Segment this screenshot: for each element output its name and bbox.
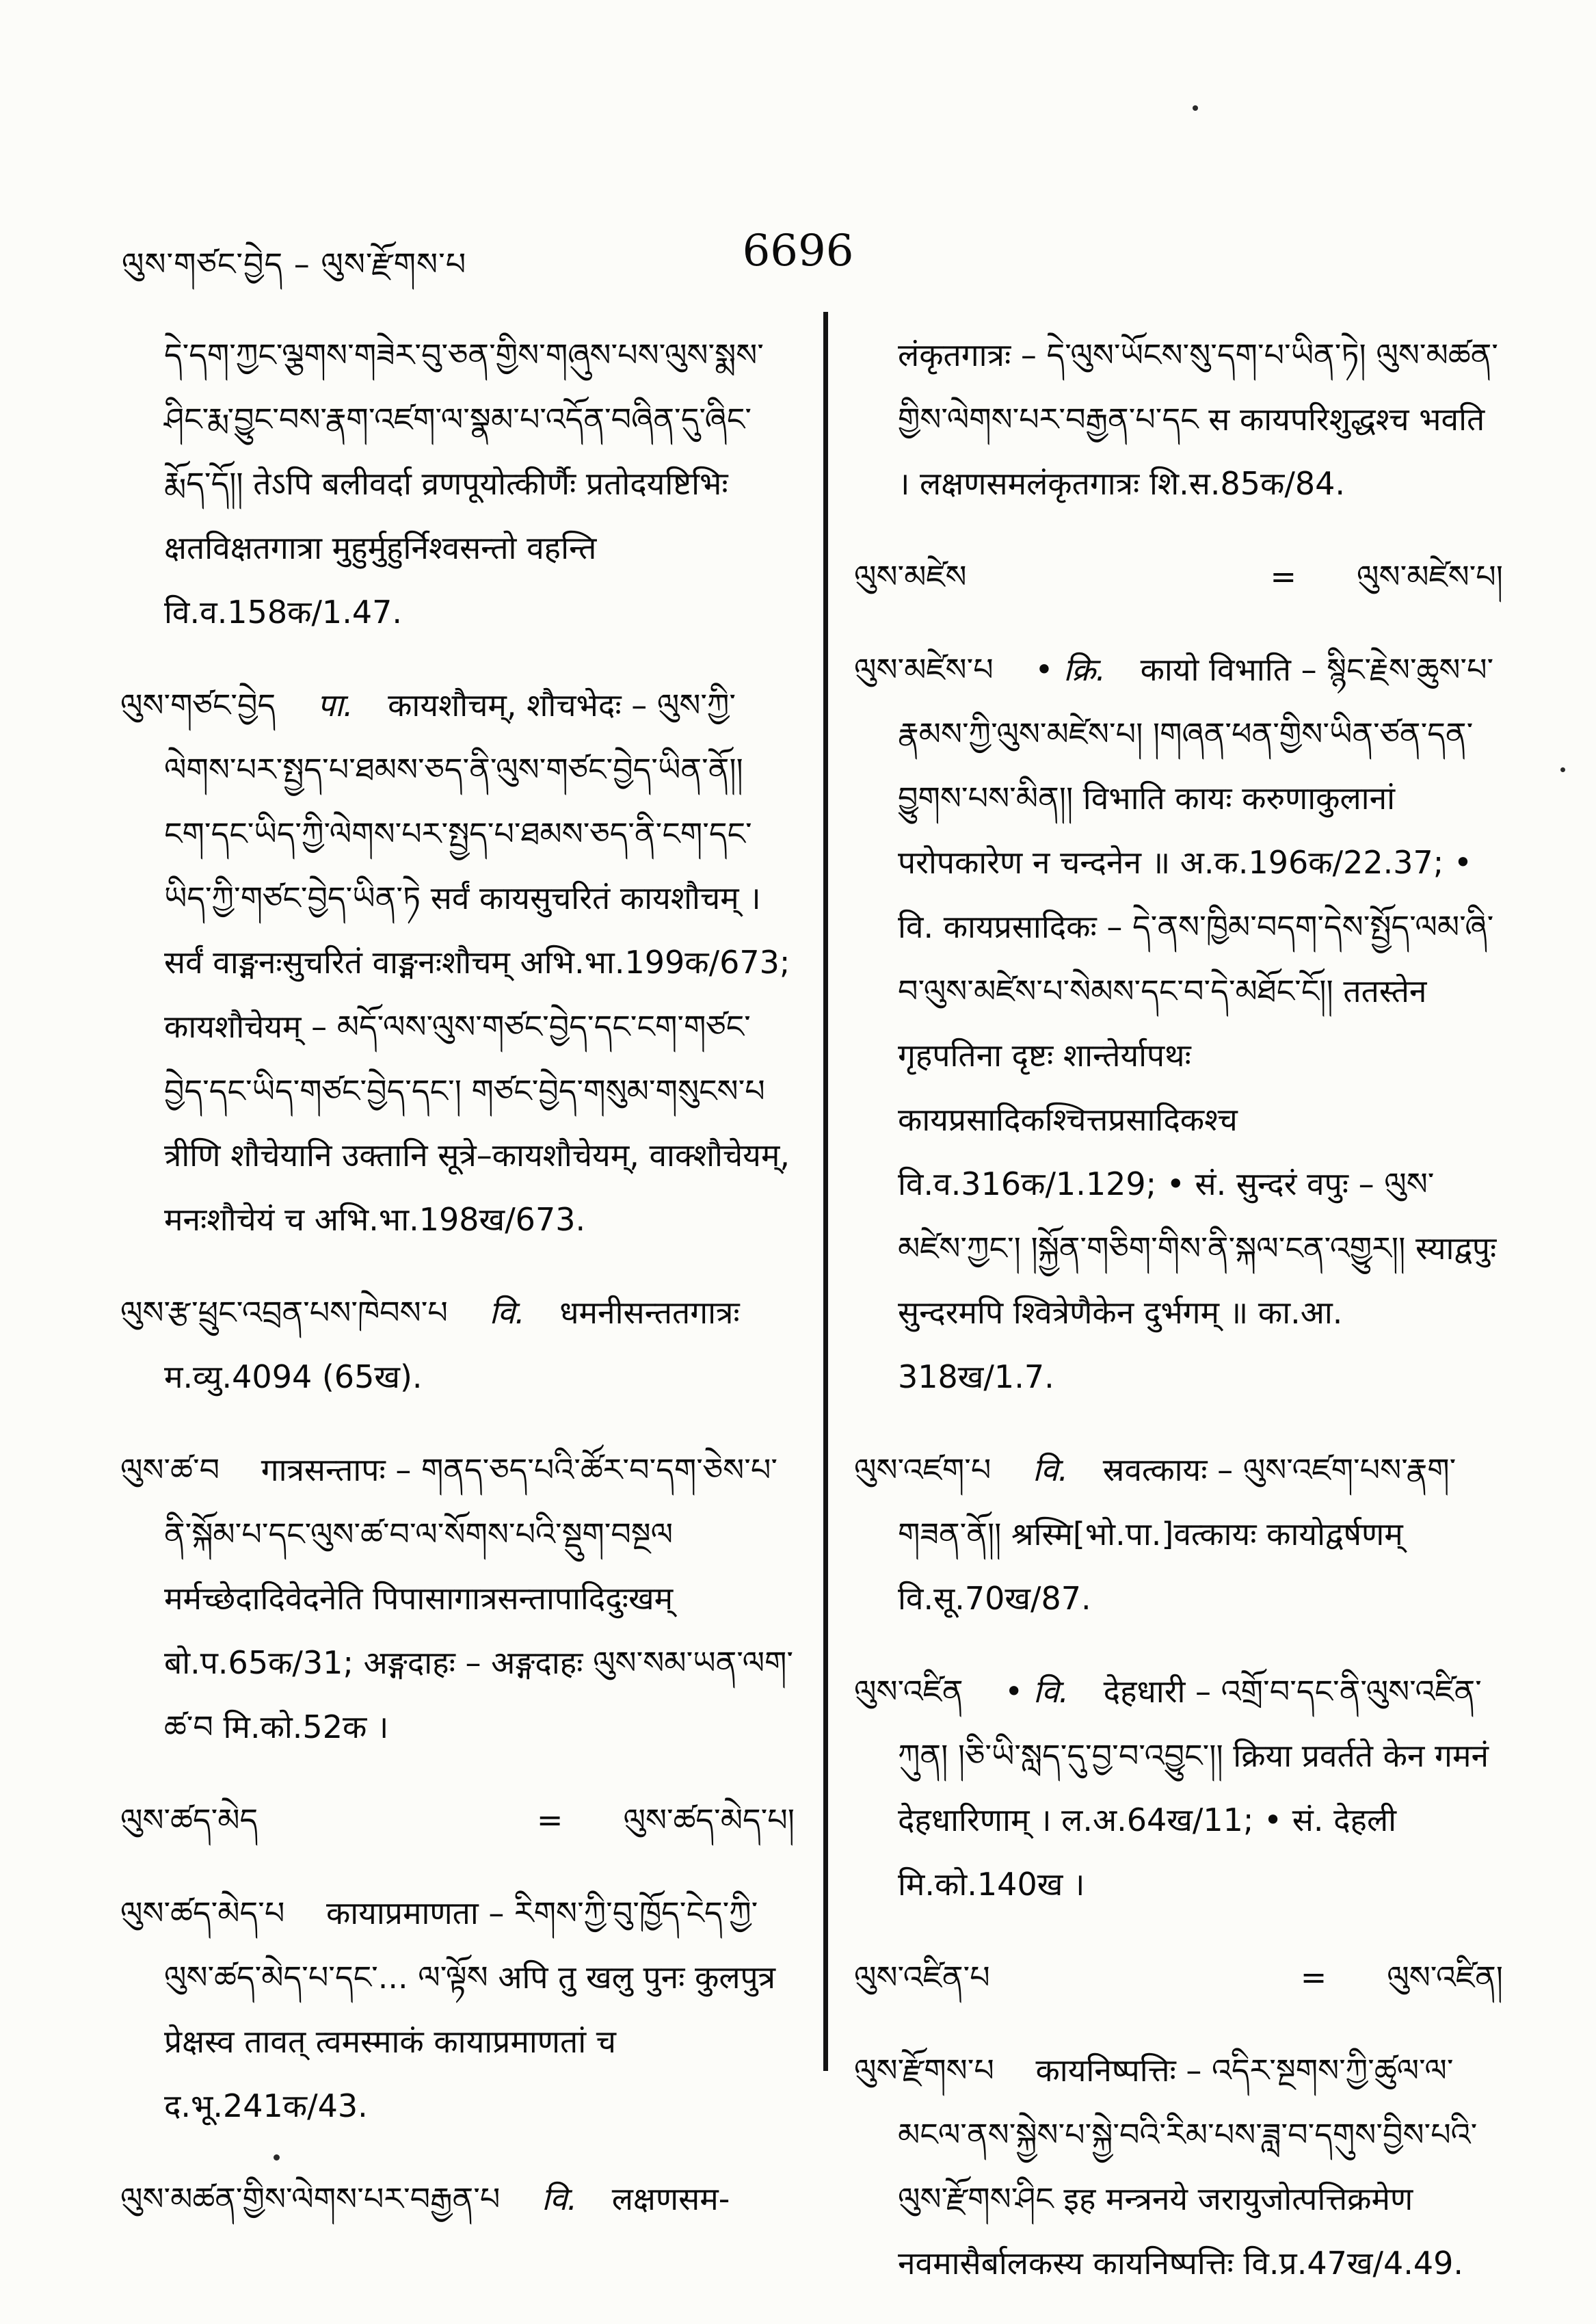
entry-headword: ལུས་རྫོགས་པ (854, 2052, 994, 2089)
entry-body: स्रवत्कायः – ལུས་འཛག་པས་རྣག་གཟན་ནོ།། श्रस्मि[भो.पा.]वत्कायः कायोद्वर्षणम् वि.सू.70ख/87. (898, 1451, 1457, 1617)
column-left (120, 323, 823, 2260)
dictionary-entry-equation (854, 1945, 1503, 2009)
entry-body: गात्रसन्तापः – གནད་ཅད་པའི་ཚོར་བ་དག་ཅེས་པ་ནི་སྐོམ་པ་དང་ལུས་ཚ་བ་ལ་སོགས་པའི་སྡུག་བསྔལ मर्मच्छेदादिवेदनेति पिपासागात्रसन्तापादिदुःखम् बो.प.65क/31; अङ्गदाहः – अङ्गदाहः ལུས་སམ་ཡན་ལག་ཚ་བ मि.को.52क । (164, 1451, 794, 1745)
entry-headword: ལུས་ཚ་བ (120, 1451, 220, 1488)
entry-headword: ལུས་གཙང་བྱེད (120, 687, 276, 724)
entry-pos-label: वि. (541, 2180, 578, 2217)
running-head: ལུས་གཙང་བྱེད – ལུས་རྫོགས་པ (122, 246, 467, 282)
entry-pos-label: वि. (489, 1294, 525, 1331)
entry-body: कायो विभाति – སྙིང་རྗེས་ཆུས་པ་རྣམས་ཀྱི་ལུས་མཛེས་པ། །གཞན་ཕན་གྱིས་ཡིན་ཙན་དན་བྱུགས་པས་མིན།། विभाति कायः करुणाकुलानां परोपकारेण न चन्दनेन ॥ अ.क.196क/22.37; • वि. कायप्रसादिकः – དེ་ནས་ཁྱིམ་བདག་དེས་སྤྱོད་ལམ་ཞི་བ་ལུས་མཛེས་པ་སེམས་དང་བ་དེ་མཐོང་ངོ།། ततस्तेन गृहपतिना दृष्टः शान्तेर्यापथः कायप्रसादिकश्चित्तप्रसादिकश्च वि.व.316क/1.129; • सं. सुन्दरं वपुः – ལུས་མཛེས་ཀྱང་། །སྐྱོན་གཅིག་གིས་ནི་སྐལ་ངན་འགྱུར།། स्याद्वपुः सुन्दरमपि श्वित्रेणैकेन दुर्भगम् ॥ का.आ. 318ख/1.7. (898, 651, 1497, 1395)
dictionary-entry-continuation (120, 323, 795, 644)
dictionary-entry (120, 1280, 795, 1409)
entry-body: लंकृतगात्रः – དེ་ལུས་ཡོངས་སུ་དག་པ་ཡིན་ཏེ། ལུས་མཚན་གྱིས་ལེགས་པར་བརྒྱན་པ་དང स कायपरिशुद्धश्च भवति । लक्षणसमलंकृतगात्रः शि.स.85क/84. (898, 336, 1498, 502)
entry-headword: ལུས་མཛེས་པ (854, 651, 994, 688)
entry-body: कायनिष्पत्तिः – འདིར་སྔགས་ཀྱི་ཚུལ་ལ་མངལ་ནས་སྐྱེས་པ་སྐྱེ་བའི་རིམ་པས་ཟླ་བ་དགུས་བྱིས་པའི་ལུས་རྫོགས་ཤིང इह मन्त्रनये जरायुजोत्पत्तिक्रमेण नवमासैर्बालकस्य कायनिष्पत्तिः वि.प्र.47ख/4.49. (898, 2052, 1478, 2282)
dictionary-body (120, 323, 1503, 2324)
entry-body: कायाप्रमाणता – རིགས་ཀྱི་བུ་ཁྱོད་ངེད་ཀྱི་ལུས་ཚད་མེད་པ་དང་... ལ་ལྟོས अपि तु खलु पुनः कुलपुत्र प्रेक्षस्व तावत् त्वमस्माकं कायाप्रमाणतां च द.भू.241क/43. (164, 1894, 776, 2124)
entry-body: लक्षणसम- (611, 2180, 730, 2217)
entry-body: धमनीसन्ततगात्रः म.व्यु.4094 (65ख). (164, 1294, 740, 1395)
scan-speck (1560, 767, 1565, 772)
entry-pos-label: • वि. (1005, 1673, 1069, 1710)
dictionary-entry (854, 637, 1503, 1409)
entry-body: कायशौचम्, शौचभेदः – ལུས་ཀྱི་ལེགས་པར་སྤྱད་པ་ཐམས་ཅད་ནི་ལུས་གཙང་བྱེད་ཡིན་ནོ།། ངག་དང་ཡིད་ཀྱི་ལེགས་པར་སྤྱད་པ་ཐམས་ཅད་ནི་ངག་དང་ཡིད་ཀྱི་གཙང་བྱེད་ཡིན་ཏེ सर्वं कायसुचरितं कायशौचम् । सर्वं वाङ्मनःसुचरितं वाङ्मनःशौचम् अभि.भा.199क/673; कायशौचेयम् – མདོ་ལས་ལུས་གཙང་བྱེད་དང་ངག་གཙང་བྱེད་དང་ཡིད་གཙང་བྱེད་དང་། གཙང་བྱེད་གསུམ་གསུངས་པ त्रीणि शौचेयानि उक्तानि सूत्रे–कायशौचेयम्, वाक्शौचेयम्, मनःशौचेयं च अभि.भा.198ख/673. (164, 687, 790, 1238)
entry-equivalent: ལུས་མཛེས་པ། (1357, 558, 1503, 595)
entry-headword: ལུས་མཚན་གྱིས་ལེགས་པར་བརྒྱན་པ (120, 2180, 501, 2217)
entry-headword: ལུས་འཛིན་པ (854, 1959, 990, 1996)
dictionary-entry-equation (854, 544, 1503, 609)
page-number: 6696 (742, 226, 854, 276)
entry-body: དེ་དག་ཀྱང་ལྕགས་གཟེར་བུ་ཅན་གྱིས་གཞུས་པས་ལུས་སྨས་ཤིང་རྨ་བྱུང་བས་རྣག་འཛག་ལ་སྣམ་པ་འདོན་བཞིན་དུ་ཞིང་རྨོད་དོ།། तेऽपि बलीवर्दा व्रणपूयोत्कीर्णैः प्रतोदयष्टिभिः क्षतविक्षतगात्रा मुहुर्मुहुर्निश्वसन्तो वहन्ति वि.व.158क/1.47. (164, 336, 764, 631)
entry-headword: ལུས་རྩ་ཕྲུང་འབྲན་པས་ཁེབས་པ (120, 1294, 448, 1331)
scan-speck (274, 2154, 280, 2161)
dictionary-entry-equation (120, 1788, 795, 1852)
entry-pos-label: वि. (1033, 1451, 1069, 1488)
column-right (828, 323, 1503, 2324)
dictionary-entry (854, 2038, 1503, 2295)
entry-equivalent: ལུས་ཚད་མེད་པ། (623, 1801, 795, 1838)
dictionary-entry (120, 673, 795, 1252)
column-divider-rule (823, 312, 828, 2071)
dictionary-entry (120, 1438, 795, 1759)
entry-equivalent: ལུས་འཛིན། (1387, 1959, 1503, 1996)
dictionary-entry (854, 1438, 1503, 1630)
entry-body: देहधारी – འགྲོ་བ་དང་ནི་ལུས་འཛིན་ཀུན། །ཅི་ཡི་སླད་དུ་བྱ་བ་འབྱུང་།། क्रिया प्रवर्तते केन गमनं देहधारिणाम् । ल.अ.64ख/11; • सं. देहली मि.को.140ख । (898, 1673, 1489, 1903)
entry-pos-label: • क्रि. (1035, 651, 1106, 688)
entry-headword: ལུས་ཚད་མེད (120, 1801, 258, 1838)
equals-sign: = (1300, 1959, 1327, 1996)
equals-sign: = (1270, 558, 1297, 595)
dictionary-entry (854, 1659, 1503, 1916)
equals-sign: = (536, 1801, 563, 1838)
dictionary-entry (120, 2167, 795, 2231)
entry-headword: ལུས་མཛེས (854, 558, 967, 595)
scan-speck (1193, 105, 1198, 111)
entry-headword: ལུས་འཛིན (854, 1673, 963, 1710)
entry-headword: ལུས་ཚད་མེད་པ (120, 1894, 285, 1931)
dictionary-entry-continuation (854, 323, 1503, 516)
dictionary-entry (120, 1881, 795, 2138)
entry-pos-label: पा. (317, 687, 354, 724)
entry-headword: ལུས་འཛག་པ (854, 1451, 992, 1488)
